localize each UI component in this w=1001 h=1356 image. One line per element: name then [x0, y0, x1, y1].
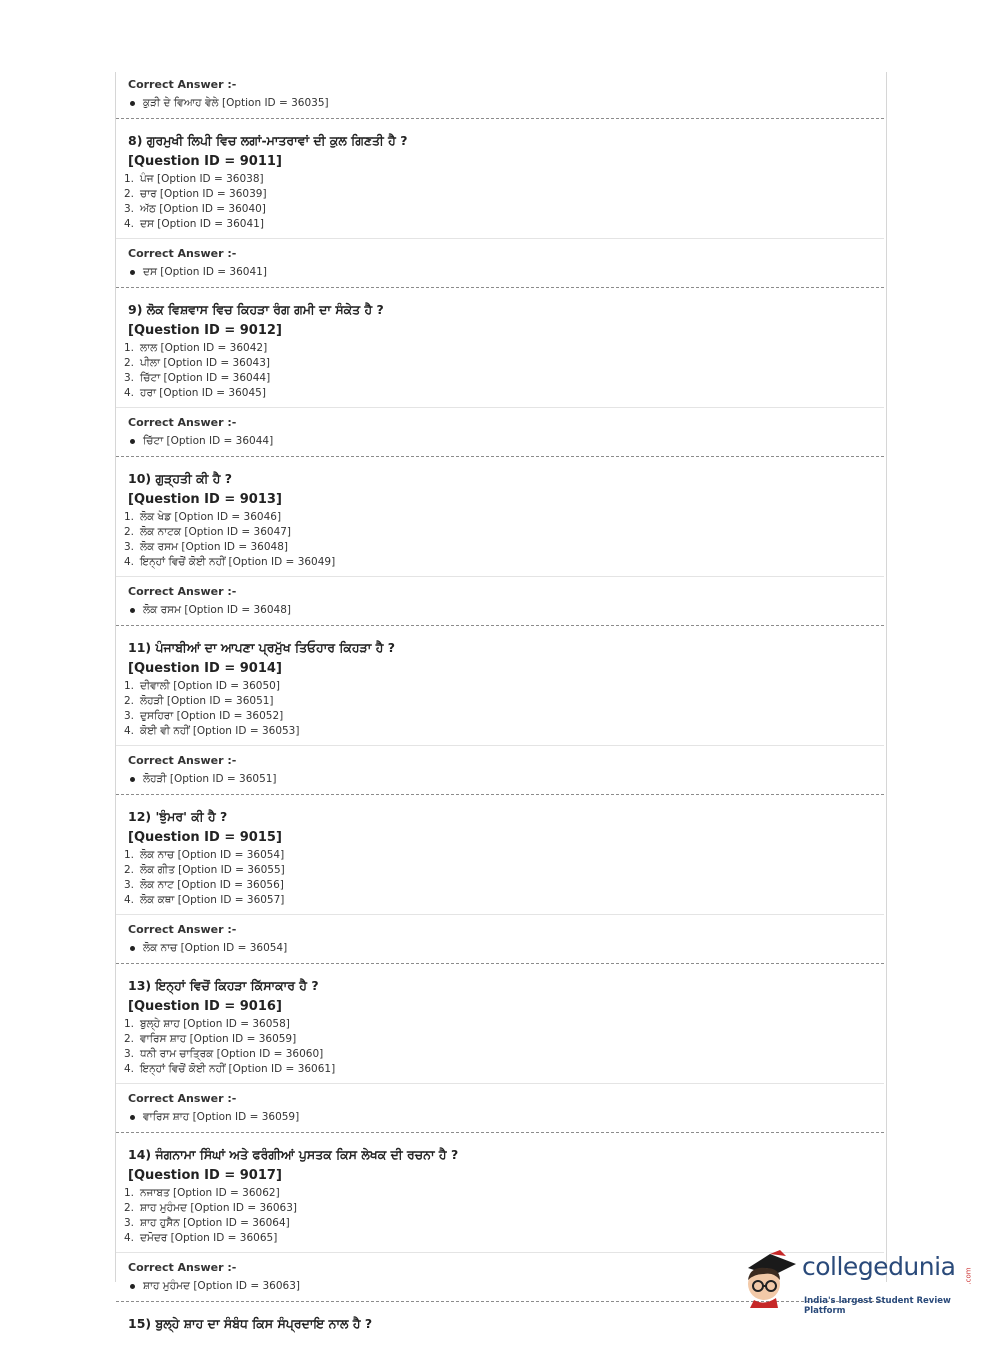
logo-dotcom: .com — [964, 1267, 973, 1285]
collegedunia-logo — [740, 1250, 973, 1316]
question-id: [Question ID = 9011] — [128, 154, 282, 169]
option-item — [124, 525, 872, 540]
option-text: ਲੋਕ ਕਥਾ [Option ID = 36057] — [140, 894, 285, 906]
option-number: 2. — [124, 695, 135, 707]
option-text: ਦੀਵਾਲੀ [Option ID = 36050] — [140, 680, 280, 692]
option-item — [124, 217, 872, 232]
question-title: 11) ਪੰਜਾਬੀਆਂ ਦਾ ਆਪਣਾ ਪ੍ਰਮੁੱਖ ਤਿਓਹਾਰ ਕਿਹੜਾ ਹੈ ? — [128, 640, 395, 655]
correct-answer-block — [116, 1084, 884, 1132]
option-number: 3. — [124, 1048, 135, 1060]
question-title: 14) ਜੰਗਨਾਮਾ ਸਿੰਘਾਂ ਅਤੇ ਫਰੰਗੀਆਂ ਪੁਸਤਕ ਕਿਸ ਲੇਖਕ ਦੀ ਰਚਨਾ ਹੈ ? — [128, 1147, 459, 1162]
option-text: ਲੋਹੜੀ [Option ID = 36051] — [140, 695, 274, 707]
option-item — [124, 1231, 872, 1246]
correct-answer-label: Correct Answer :- — [128, 585, 237, 598]
option-number: 1. — [124, 849, 135, 861]
bullet-icon — [130, 946, 135, 951]
correct-answer-block — [116, 239, 884, 287]
option-number: 3. — [124, 541, 135, 553]
option-text: ਦਮੋਦਰ [Option ID = 36065] — [140, 1232, 278, 1244]
question-block — [116, 119, 884, 238]
option-item — [124, 1186, 872, 1201]
question-title: 10) ਗੁੜ੍ਹਤੀ ਕੀ ਹੈ ? — [128, 471, 233, 486]
option-text: ਨਜਾਬਤ [Option ID = 36062] — [140, 1187, 280, 1199]
option-item — [124, 555, 872, 570]
option-number: 2. — [124, 1033, 135, 1045]
correct-answer-label: Correct Answer :- — [128, 247, 237, 260]
option-item — [124, 510, 872, 525]
option-text: ਅੱਠ [Option ID = 36040] — [140, 203, 266, 215]
question-block — [116, 457, 884, 576]
correct-answer-item — [128, 435, 872, 448]
option-number: 1. — [124, 1018, 135, 1030]
option-item — [124, 371, 872, 386]
correct-answer-item — [128, 604, 872, 617]
option-number: 4. — [124, 725, 135, 737]
question-block — [116, 1133, 884, 1252]
option-number: 1. — [124, 173, 135, 185]
option-text: ਲੋਕ ਨਾਚ [Option ID = 36054] — [140, 849, 285, 861]
option-item — [124, 679, 872, 694]
option-number: 3. — [124, 372, 135, 384]
bullet-icon — [130, 777, 135, 782]
option-item — [124, 709, 872, 724]
question-block — [116, 964, 884, 1083]
correct-answer-text: ਕੁੜੀ ਦੇ ਵਿਆਹ ਵੇਲੇ [Option ID = 36035] — [143, 97, 329, 109]
option-text: ਚਾਰ [Option ID = 36039] — [140, 188, 267, 200]
option-text: ਹਰਾ [Option ID = 36045] — [140, 387, 266, 399]
option-number: 3. — [124, 710, 135, 722]
question-list — [116, 118, 884, 1301]
option-text: ਲੋਕ ਗੀਤ [Option ID = 36055] — [140, 864, 285, 876]
bullet-icon — [130, 1115, 135, 1120]
option-text: ਲੋਕ ਨਾਟ [Option ID = 36056] — [140, 879, 284, 891]
correct-answer-text: ਦਸ [Option ID = 36041] — [143, 266, 267, 278]
option-item — [124, 893, 872, 908]
question-title: 8) ਗੁਰਮੁਖੀ ਲਿਪੀ ਵਿਚ ਲਗਾਂ-ਮਾਤਰਾਵਾਂ ਦੀ ਕੁਲ ਗਿਣਤੀ ਹੈ ? — [128, 133, 408, 148]
option-item — [124, 878, 872, 893]
question-id: [Question ID = 9016] — [128, 999, 282, 1014]
option-item — [124, 724, 872, 739]
option-text: ਲੋਕ ਖੇਡ [Option ID = 36046] — [140, 511, 282, 523]
document-content — [116, 72, 884, 1343]
option-number: 1. — [124, 680, 135, 692]
question-id: [Question ID = 9015] — [128, 830, 282, 845]
correct-answer-block — [116, 915, 884, 963]
correct-answer-block — [116, 72, 884, 118]
bullet-icon — [130, 101, 135, 106]
option-item — [124, 172, 872, 187]
correct-answer-item — [128, 773, 872, 786]
correct-answer-text: ਸ਼ਾਹ ਮੁਹੰਮਦ [Option ID = 36063] — [143, 1280, 300, 1292]
option-number: 2. — [124, 1202, 135, 1214]
option-item — [124, 202, 872, 217]
bullet-icon — [130, 608, 135, 613]
question-block — [116, 626, 884, 745]
question-title: 12) 'ਝੁੰਮਰ' ਕੀ ਹੈ ? — [128, 809, 228, 824]
correct-answer-text: ਲੋਕ ਨਾਚ [Option ID = 36054] — [143, 942, 288, 954]
option-number: 2. — [124, 357, 135, 369]
option-item — [124, 1216, 872, 1231]
option-text: ਧਨੀ ਰਾਮ ਚਾਤ੍ਰਿਕ [Option ID = 36060] — [140, 1048, 324, 1060]
option-number: 2. — [124, 188, 135, 200]
option-item — [124, 1017, 872, 1032]
option-item — [124, 341, 872, 356]
question-block — [116, 795, 884, 914]
option-text: ਸ਼ਾਹ ਹੁਸੈਨ [Option ID = 36064] — [140, 1217, 290, 1229]
option-text: ਕੋਈ ਵੀ ਨਹੀਂ [Option ID = 36053] — [140, 725, 300, 737]
option-item — [124, 1032, 872, 1047]
option-number: 1. — [124, 1187, 135, 1199]
option-item — [124, 187, 872, 202]
option-text: ਪੀਲਾ [Option ID = 36043] — [140, 357, 271, 369]
correct-answer-text: ਵਾਰਿਸ ਸ਼ਾਹ [Option ID = 36059] — [143, 1111, 300, 1123]
correct-answer-item — [128, 942, 872, 955]
question-title: 9) ਲੋਕ ਵਿਸ਼ਵਾਸ ਵਿਚ ਕਿਹੜਾ ਰੰਗ ਗਮੀ ਦਾ ਸੰਕੇਤ ਹੈ ? — [128, 302, 384, 317]
question-id: [Question ID = 9017] — [128, 1168, 282, 1183]
correct-answer-label: Correct Answer :- — [128, 754, 237, 767]
correct-answer-item — [128, 266, 872, 279]
logo-wordmark: collegedunia — [802, 1252, 956, 1281]
option-number: 4. — [124, 1232, 135, 1244]
logo-tagline: India's largest Student Review Platform — [804, 1296, 951, 1316]
option-text: ਪੰਜ [Option ID = 36038] — [140, 173, 264, 185]
correct-answer-label: Correct Answer :- — [128, 1092, 237, 1105]
bullet-icon — [130, 439, 135, 444]
option-item — [124, 1201, 872, 1216]
option-item — [124, 540, 872, 555]
option-text: ਲੋਕ ਨਾਟਕ [Option ID = 36047] — [140, 526, 292, 538]
option-number: 4. — [124, 1063, 135, 1075]
option-text: ਲਾਲ [Option ID = 36042] — [140, 342, 268, 354]
correct-answer-block — [116, 408, 884, 456]
correct-answer-label: Correct Answer :- — [128, 416, 237, 429]
option-number: 3. — [124, 1217, 135, 1229]
option-item — [124, 848, 872, 863]
question-title: 13) ਇਨ੍ਹਾਂ ਵਿਚੋਂ ਕਿਹੜਾ ਕਿੱਸਾਕਾਰ ਹੈ ? — [128, 978, 319, 993]
correct-answer-label: Correct Answer :- — [128, 1261, 237, 1274]
option-item — [124, 356, 872, 371]
question-title: 15) ਬੁਲ੍ਹੇ ਸ਼ਾਹ ਦਾ ਸੰਬੰਧ ਕਿਸ ਸੰਪ੍ਰਦਾਇ ਨਾਲ ਹੈ ? — [128, 1316, 373, 1331]
option-number: 1. — [124, 342, 135, 354]
option-number: 4. — [124, 894, 135, 906]
option-text: ਲੋਕ ਰਸਮ [Option ID = 36048] — [140, 541, 288, 553]
correct-answer-label: Correct Answer :- — [128, 923, 237, 936]
option-item — [124, 863, 872, 878]
option-text: ਦੁਸਹਿਰਾ [Option ID = 36052] — [140, 710, 284, 722]
mascot-icon — [740, 1250, 802, 1310]
correct-answer-item — [128, 1111, 872, 1124]
option-number: 2. — [124, 526, 135, 538]
question-id: [Question ID = 9012] — [128, 323, 282, 338]
option-text: ਇਨ੍ਹਾਂ ਵਿਚੋਂ ਕੋਈ ਨਹੀਂ [Option ID = 36049] — [140, 556, 336, 568]
option-text: ਚਿੱਟਾ [Option ID = 36044] — [140, 372, 271, 384]
bullet-icon — [130, 270, 135, 275]
option-text: ਵਾਰਿਸ ਸ਼ਾਹ [Option ID = 36059] — [140, 1033, 297, 1045]
option-number: 1. — [124, 511, 135, 523]
option-number: 4. — [124, 387, 135, 399]
option-number: 3. — [124, 879, 135, 891]
bullet-icon — [130, 1284, 135, 1289]
correct-answer-block — [116, 746, 884, 794]
question-id: [Question ID = 9014] — [128, 661, 282, 676]
correct-answer-label: Correct Answer :- — [128, 78, 237, 91]
option-item — [124, 694, 872, 709]
option-number: 3. — [124, 203, 135, 215]
option-number: 2. — [124, 864, 135, 876]
option-number: 4. — [124, 218, 135, 230]
correct-answer-text: ਲੋਹੜੀ [Option ID = 36051] — [143, 773, 277, 785]
question-id: [Question ID = 9013] — [128, 492, 282, 507]
correct-answer-item — [128, 97, 872, 110]
option-item — [124, 1062, 872, 1077]
option-item — [124, 1047, 872, 1062]
option-number: 4. — [124, 556, 135, 568]
option-text: ਦਸ [Option ID = 36041] — [140, 218, 264, 230]
option-text: ਸ਼ਾਹ ਮੁਹੰਮਦ [Option ID = 36063] — [140, 1202, 297, 1214]
correct-answer-block — [116, 577, 884, 625]
option-text: ਇਨ੍ਹਾਂ ਵਿਚੋਂ ਕੋਈ ਨਹੀਂ [Option ID = 36061] — [140, 1063, 336, 1075]
option-item — [124, 386, 872, 401]
correct-answer-text: ਲੋਕ ਰਸਮ [Option ID = 36048] — [143, 604, 291, 616]
correct-answer-text: ਚਿੱਟਾ [Option ID = 36044] — [143, 435, 274, 447]
question-block — [116, 288, 884, 407]
option-text: ਬੁਲ੍ਹੇ ਸ਼ਾਹ [Option ID = 36058] — [140, 1018, 290, 1030]
